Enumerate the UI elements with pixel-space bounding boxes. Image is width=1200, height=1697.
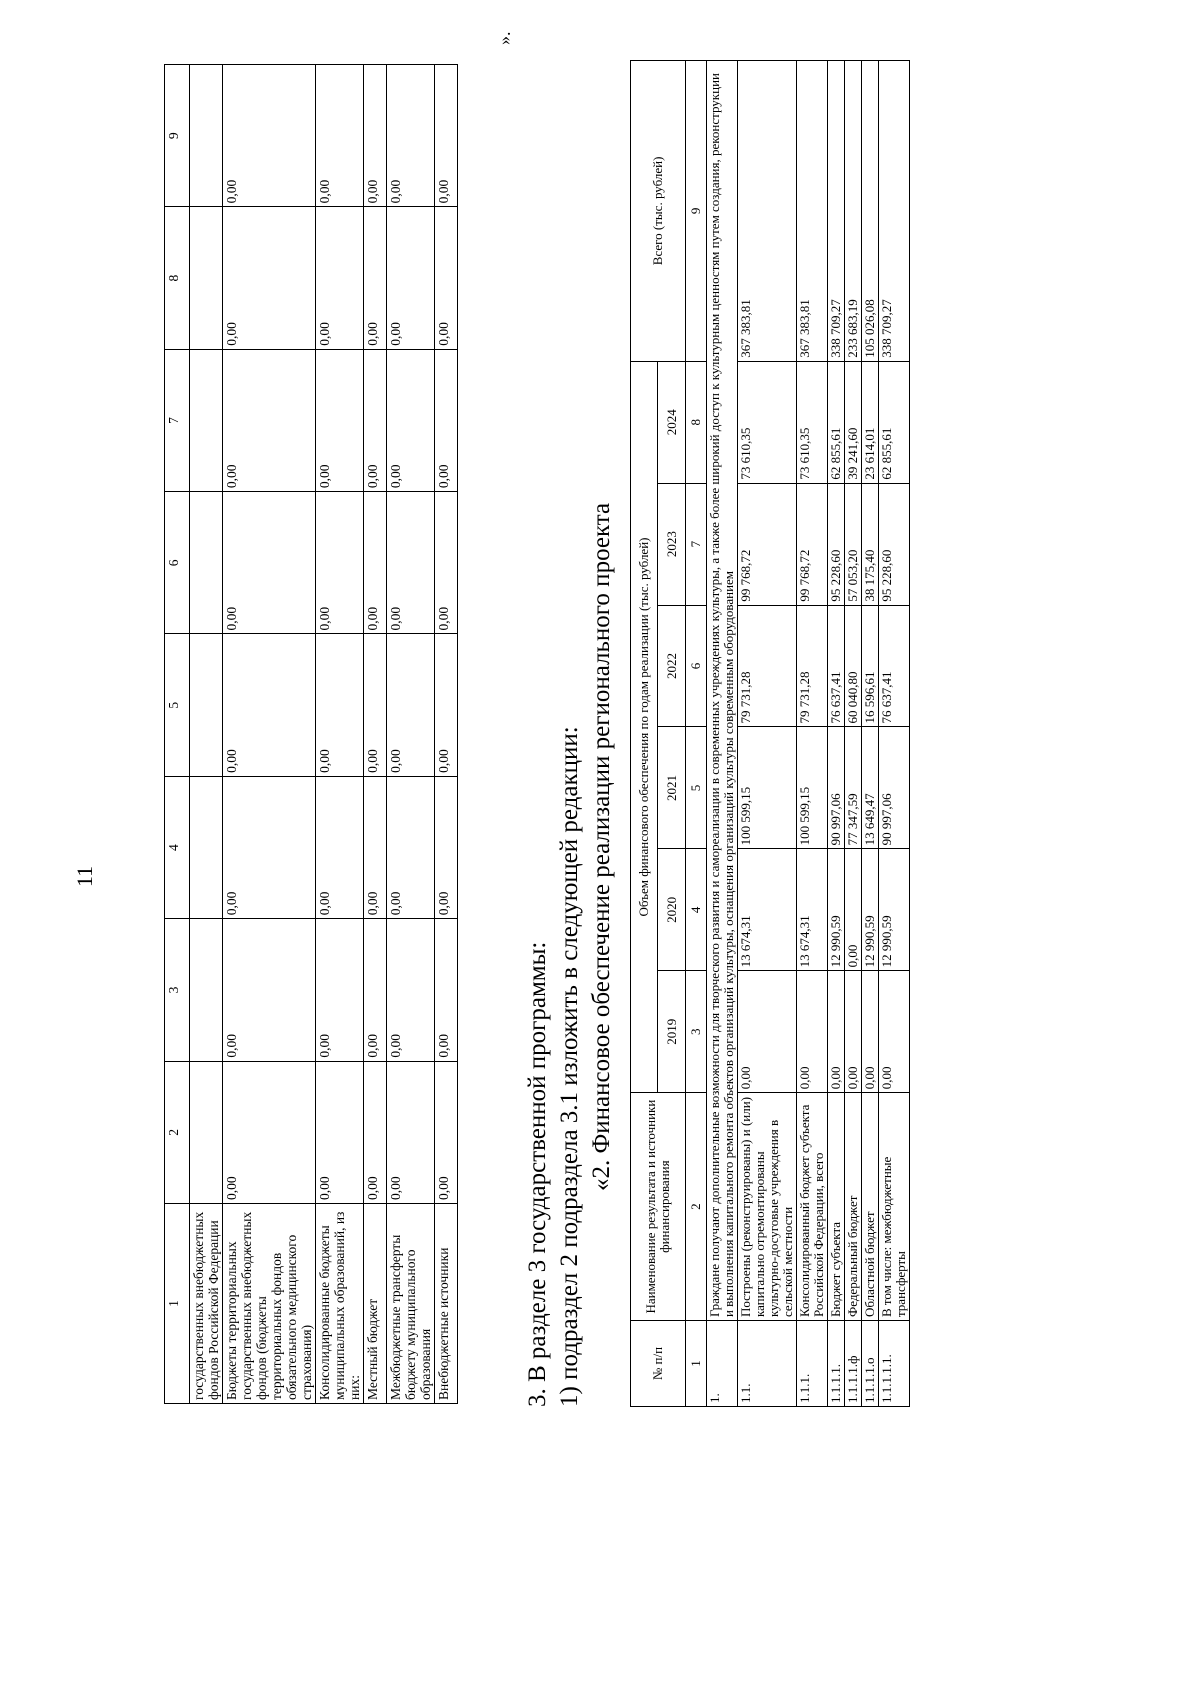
table-row: [845, 61, 862, 1407]
financing-table: [630, 60, 910, 1407]
value-cell: 0,00: [364, 776, 387, 918]
table-row: [738, 61, 797, 1407]
value-cell: 73 610,35: [797, 361, 828, 483]
row-name: Областной бюджет: [862, 1093, 879, 1321]
value-cell: [190, 776, 223, 918]
section-heading: 3. В разделе 3 государственной программы:: [524, 941, 551, 1407]
total-cell: 338 709,27: [828, 61, 845, 362]
value-cell: 62 855,61: [828, 361, 845, 483]
index-cell: 2: [686, 1093, 707, 1321]
row-number: 1.1.1.1.о: [862, 1321, 879, 1407]
value-cell: 0,00: [316, 776, 364, 918]
value-cell: 0,00: [223, 349, 316, 491]
value-cell: 76 637,41: [828, 605, 845, 727]
value-cell: 0,00: [364, 65, 387, 207]
value-cell: 0,00: [435, 1061, 458, 1203]
table-row: [862, 61, 879, 1407]
table-row: [316, 65, 364, 1404]
value-cell: [190, 1061, 223, 1203]
value-cell: 100 599,15: [738, 727, 797, 849]
value-cell: [190, 492, 223, 634]
row-label: государственных внебюджетных фондов Российской Федерации: [190, 1204, 223, 1404]
index-cell: 4: [686, 849, 707, 971]
value-cell: 0,00: [316, 634, 364, 776]
value-cell: 90 997,06: [879, 727, 910, 849]
value-cell: 0,00: [435, 207, 458, 349]
value-cell: [190, 207, 223, 349]
header-cell: 6: [165, 492, 190, 634]
table-row: [190, 65, 223, 1404]
header-row: [165, 65, 190, 1404]
project-heading: «2. Финансовое обеспечение реализации регионального проекта: [588, 502, 615, 1191]
value-cell: 0,00: [387, 919, 435, 1061]
row-label: Внебюджетные источники: [435, 1204, 458, 1404]
table-row: [879, 61, 910, 1407]
value-cell: 0,00: [387, 634, 435, 776]
year-cell: 2019: [658, 971, 686, 1093]
value-cell: 0,00: [223, 492, 316, 634]
value-cell: 13 649,47: [862, 727, 879, 849]
result-number: 1.: [707, 1321, 738, 1407]
header-cell: 8: [165, 207, 190, 349]
value-cell: 0,00: [387, 492, 435, 634]
value-cell: 0,00: [435, 349, 458, 491]
subsection-heading: 1) подраздел 2 подраздела 3.1 изложить в следующей редакции:: [556, 726, 583, 1407]
row-label: Местный бюджет: [364, 1204, 387, 1404]
header-cell: 9: [165, 65, 190, 207]
value-cell: 0,00: [316, 207, 364, 349]
year-cell: 2022: [658, 605, 686, 727]
table-row: [828, 61, 845, 1407]
value-cell: 0,00: [387, 776, 435, 918]
value-cell: 0,00: [364, 1061, 387, 1203]
value-cell: 76 637,41: [879, 605, 910, 727]
value-cell: 79 731,28: [738, 605, 797, 727]
index-row: [686, 61, 707, 1407]
value-cell: 0,00: [223, 776, 316, 918]
index-cell: 1: [686, 1321, 707, 1407]
table-body: [190, 65, 458, 1404]
value-cell: 13 674,31: [738, 849, 797, 971]
value-cell: 0,00: [316, 919, 364, 1061]
page-number: 11: [72, 865, 97, 887]
value-cell: [190, 919, 223, 1061]
value-cell: 13 674,31: [797, 849, 828, 971]
value-cell: 0,00: [845, 849, 862, 971]
index-cell: 5: [686, 727, 707, 849]
value-cell: 0,00: [797, 971, 828, 1093]
table-row: [364, 65, 387, 1404]
value-cell: 0,00: [316, 65, 364, 207]
value-cell: 77 347,59: [845, 727, 862, 849]
value-cell: [190, 349, 223, 491]
continuation-table: [164, 64, 458, 1404]
value-cell: 95 228,60: [879, 483, 910, 605]
value-cell: 16 596,61: [862, 605, 879, 727]
row-number: 1.1.: [738, 1321, 797, 1407]
col-volume-header: Объем финансового обеспечения по годам реализации (тыс. рублей): [631, 361, 658, 1092]
header-cell: 3: [165, 919, 190, 1061]
value-cell: 0,00: [223, 207, 316, 349]
value-cell: 99 768,72: [797, 483, 828, 605]
total-cell: 338 709,27: [879, 61, 910, 362]
col-number-header: № п/п: [631, 1321, 686, 1407]
value-cell: 0,00: [223, 634, 316, 776]
row-name: В том числе: межбюджетные трансферты: [879, 1093, 910, 1321]
year-cell: 2020: [658, 849, 686, 971]
index-cell: 6: [686, 605, 707, 727]
value-cell: 0,00: [879, 971, 910, 1093]
row-label: Консолидированные бюджеты муниципальных образований, из них:: [316, 1204, 364, 1404]
value-cell: 0,00: [435, 634, 458, 776]
value-cell: 57 053,20: [845, 483, 862, 605]
value-cell: [190, 65, 223, 207]
value-cell: 73 610,35: [738, 361, 797, 483]
header-cell: 7: [165, 349, 190, 491]
value-cell: 0,00: [364, 207, 387, 349]
value-cell: 0,00: [364, 919, 387, 1061]
row-name: Бюджет субъекта: [828, 1093, 845, 1321]
total-cell: 105 026,08: [862, 61, 879, 362]
year-cell: 2024: [658, 361, 686, 483]
header-row: [631, 61, 658, 1407]
value-cell: 60 040,80: [845, 605, 862, 727]
value-cell: 0,00: [387, 1061, 435, 1203]
table-row: [797, 61, 828, 1407]
value-cell: 0,00: [223, 1061, 316, 1203]
value-cell: 23 614,01: [862, 361, 879, 483]
value-cell: 90 997,06: [828, 727, 845, 849]
value-cell: 0,00: [435, 65, 458, 207]
row-number: 1.1.1.1.1.: [879, 1321, 910, 1407]
row-name: Построены (реконструированы) и (или) капитально отремонтированы культурно-досуговые учреждения в сельской местности: [738, 1093, 797, 1321]
value-cell: 0,00: [738, 971, 797, 1093]
index-cell: 9: [686, 61, 707, 362]
header-cell: 1: [165, 1204, 190, 1404]
value-cell: 79 731,28: [797, 605, 828, 727]
row-label: Межбюджетные трансферты бюджету муниципального образования: [387, 1204, 435, 1404]
total-cell: 367 383,81: [797, 61, 828, 362]
value-cell: 0,00: [316, 349, 364, 491]
value-cell: 0,00: [364, 634, 387, 776]
col-name-header: Наименование результата и источники финансирования: [631, 1093, 686, 1321]
closing-quote: ».: [494, 31, 514, 45]
value-cell: 0,00: [387, 207, 435, 349]
value-cell: 99 768,72: [738, 483, 797, 605]
result-description: Граждане получают дополнительные возможности для творческого развития и самореализации в современных учреждениях культуры, а также более широкий доступ к культурным ценностям путем создания, реконструкции и выполнения капитального ремонта объектов организаций культуры, оснащения организаций культуры современным оборудованием: [707, 61, 738, 1321]
value-cell: 0,00: [316, 1061, 364, 1203]
row-name: Федеральный бюджет: [845, 1093, 862, 1321]
table-row: [223, 65, 316, 1404]
value-cell: 0,00: [364, 349, 387, 491]
table-row: [435, 65, 458, 1404]
value-cell: 0,00: [387, 349, 435, 491]
index-cell: 8: [686, 361, 707, 483]
value-cell: 12 990,59: [828, 849, 845, 971]
value-cell: 0,00: [435, 492, 458, 634]
result-row: [707, 61, 738, 1407]
value-cell: 0,00: [387, 65, 435, 207]
value-cell: 0,00: [223, 919, 316, 1061]
header-cell: 5: [165, 634, 190, 776]
index-cell: 7: [686, 483, 707, 605]
header-cell: 2: [165, 1061, 190, 1203]
value-cell: 95 228,60: [828, 483, 845, 605]
value-cell: 0,00: [435, 919, 458, 1061]
value-cell: 38 175,40: [862, 483, 879, 605]
year-cell: 2021: [658, 727, 686, 849]
value-cell: 39 241,60: [845, 361, 862, 483]
row-name: Консолидированный бюджет субъекта Российской Федерации, всего: [797, 1093, 828, 1321]
value-cell: 12 990,59: [862, 849, 879, 971]
row-number: 1.1.1.1.: [828, 1321, 845, 1407]
value-cell: 0,00: [862, 971, 879, 1093]
value-cell: [190, 634, 223, 776]
value-cell: 0,00: [845, 971, 862, 1093]
value-cell: 62 855,61: [879, 361, 910, 483]
value-cell: 0,00: [316, 492, 364, 634]
value-cell: 0,00: [223, 65, 316, 207]
row-number: 1.1.1.: [797, 1321, 828, 1407]
row-number: 1.1.1.1.ф: [845, 1321, 862, 1407]
value-cell: 100 599,15: [797, 727, 828, 849]
value-cell: 0,00: [435, 776, 458, 918]
table-body: [738, 61, 910, 1407]
value-cell: 0,00: [364, 492, 387, 634]
value-cell: 12 990,59: [879, 849, 910, 971]
row-label: Бюджеты территориальных государственных внебюджетных фондов (бюджеты территориальных фондов обязательного медицинского страхования): [223, 1204, 316, 1404]
table-row: [387, 65, 435, 1404]
header-cell: 4: [165, 776, 190, 918]
total-cell: 233 683,19: [845, 61, 862, 362]
col-total-header: Всего (тыс. рублей): [631, 61, 686, 362]
total-cell: 367 383,81: [738, 61, 797, 362]
year-cell: 2023: [658, 483, 686, 605]
index-cell: 3: [686, 971, 707, 1093]
value-cell: 0,00: [828, 971, 845, 1093]
